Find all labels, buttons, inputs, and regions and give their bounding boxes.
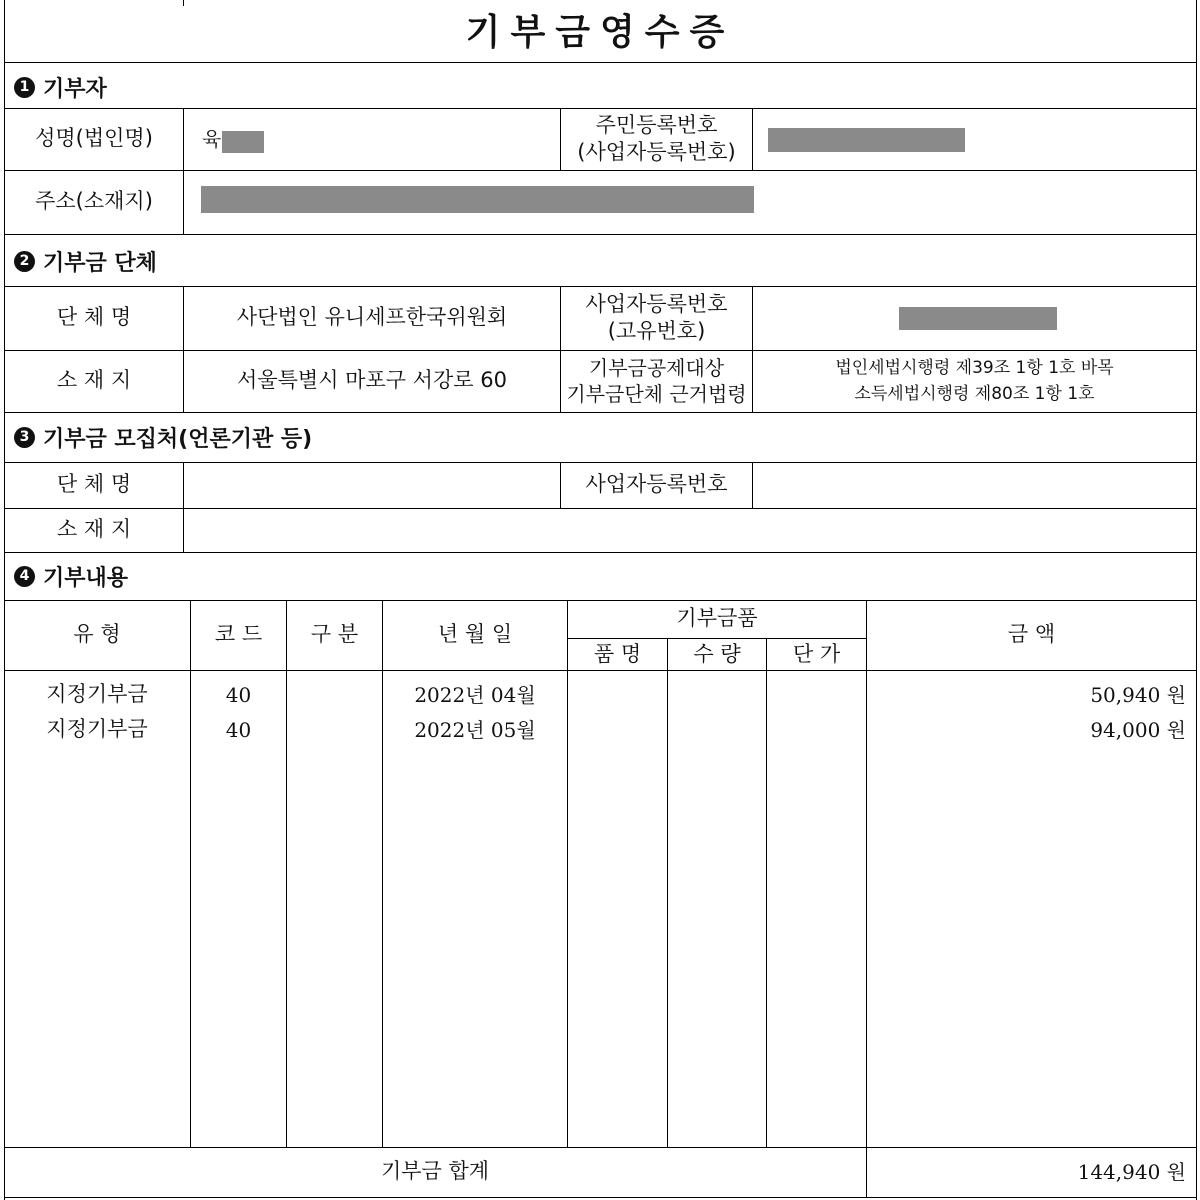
section-collector-heading (14, 414, 312, 460)
col-header-category: 구 분 (310, 622, 359, 647)
title-divider (4, 62, 1196, 63)
rule (766, 638, 767, 1147)
org-basis-label (561, 350, 752, 412)
total-label: 기부금 합계 (380, 1159, 490, 1184)
col-header-code: 코 드 (214, 622, 263, 647)
rule (4, 552, 1196, 553)
section-donor-label: 기부자 (43, 76, 107, 102)
rule (286, 600, 287, 1147)
donor-id-label (561, 108, 752, 170)
org-name-label: 단 체 명 (56, 305, 132, 330)
org-reg-label-line2: (고유번호) (607, 319, 706, 343)
org-basis-value-line2: 소득세법시행령 제80조 1항 1호 (854, 384, 1095, 404)
section-number-badge: 4 (14, 566, 35, 587)
section-contents-heading (14, 554, 128, 598)
collector-location-label: 소 재 지 (56, 517, 132, 542)
section-org-heading (14, 238, 157, 284)
donor-name-redaction (222, 131, 264, 153)
col-header-quantity: 수 량 (693, 641, 741, 666)
row2-code: 40 (225, 718, 252, 742)
collector-name-label: 단 체 명 (56, 472, 132, 497)
donor-name-text: 육 (202, 127, 222, 151)
row1-type: 지정기부금 (46, 682, 148, 707)
row2-type: 지정기부금 (46, 717, 148, 742)
row2-date: 2022년 05월 (414, 718, 536, 742)
page-title: 기부금영수증 (465, 11, 735, 53)
section-org-label: 기부금 단체 (43, 250, 157, 276)
donor-id-redaction (768, 128, 965, 152)
row1-amount: 50,940 원 (1090, 683, 1186, 707)
donor-id-label-line1: 주민등록번호 (595, 112, 718, 137)
row1-code: 40 (225, 683, 252, 707)
section-number-badge: 3 (14, 427, 35, 448)
rule (667, 638, 668, 1147)
col-header-type: 유 형 (73, 622, 121, 647)
row1-date: 2022년 04월 (414, 683, 536, 707)
section-contents-label: 기부내용 (43, 565, 129, 591)
rule (4, 670, 1196, 671)
rule (752, 108, 753, 170)
org-name-value: 사단법인 유니세프한국위원회 (236, 305, 508, 330)
col-header-date: 년 월 일 (437, 622, 513, 647)
org-reg-redaction (899, 307, 1057, 330)
org-reg-label-line1: 사업자등록번호 (585, 291, 728, 316)
rule (4, 234, 1196, 235)
col-header-unit-price: 단 가 (792, 641, 841, 666)
section-collector-label: 기부금 모집처(언론기관 등) (43, 426, 313, 452)
section-number-badge: 1 (14, 77, 35, 98)
org-location-label: 소 재 지 (56, 368, 132, 393)
frame-right (1196, 0, 1197, 1200)
org-basis-label-line1: 기부금공제대상 (588, 356, 725, 380)
donor-address-redaction (201, 186, 754, 213)
donor-address-label: 주소(소재지) (35, 189, 153, 214)
org-reg-label (561, 286, 752, 350)
col-header-amount: 금 액 (1007, 622, 1056, 647)
rule (567, 600, 568, 1147)
collector-reg-label: 사업자등록번호 (585, 472, 728, 497)
donor-id-label-line2: (사업자등록번호) (577, 140, 736, 164)
org-basis-value (753, 350, 1196, 412)
col-header-goods: 기부금품 (676, 606, 758, 631)
col-header-item-name: 품 명 (593, 641, 642, 666)
rule (4, 1197, 1196, 1198)
rule (4, 412, 1196, 413)
org-location-value: 서울특별시 마포구 서강로 60 (237, 368, 507, 393)
section-donor-heading (14, 66, 107, 108)
donor-name-label: 성명(법인명) (35, 126, 153, 151)
total-value: 144,940 원 (1077, 1160, 1186, 1184)
org-basis-value-line1: 법인세법시행령 제39조 1항 1호 바목 (835, 357, 1114, 378)
org-basis-label-line2: 기부금단체 근거법령 (566, 382, 747, 406)
section-number-badge: 2 (14, 251, 35, 272)
rule (752, 462, 753, 508)
row2-amount: 94,000 원 (1090, 718, 1186, 742)
